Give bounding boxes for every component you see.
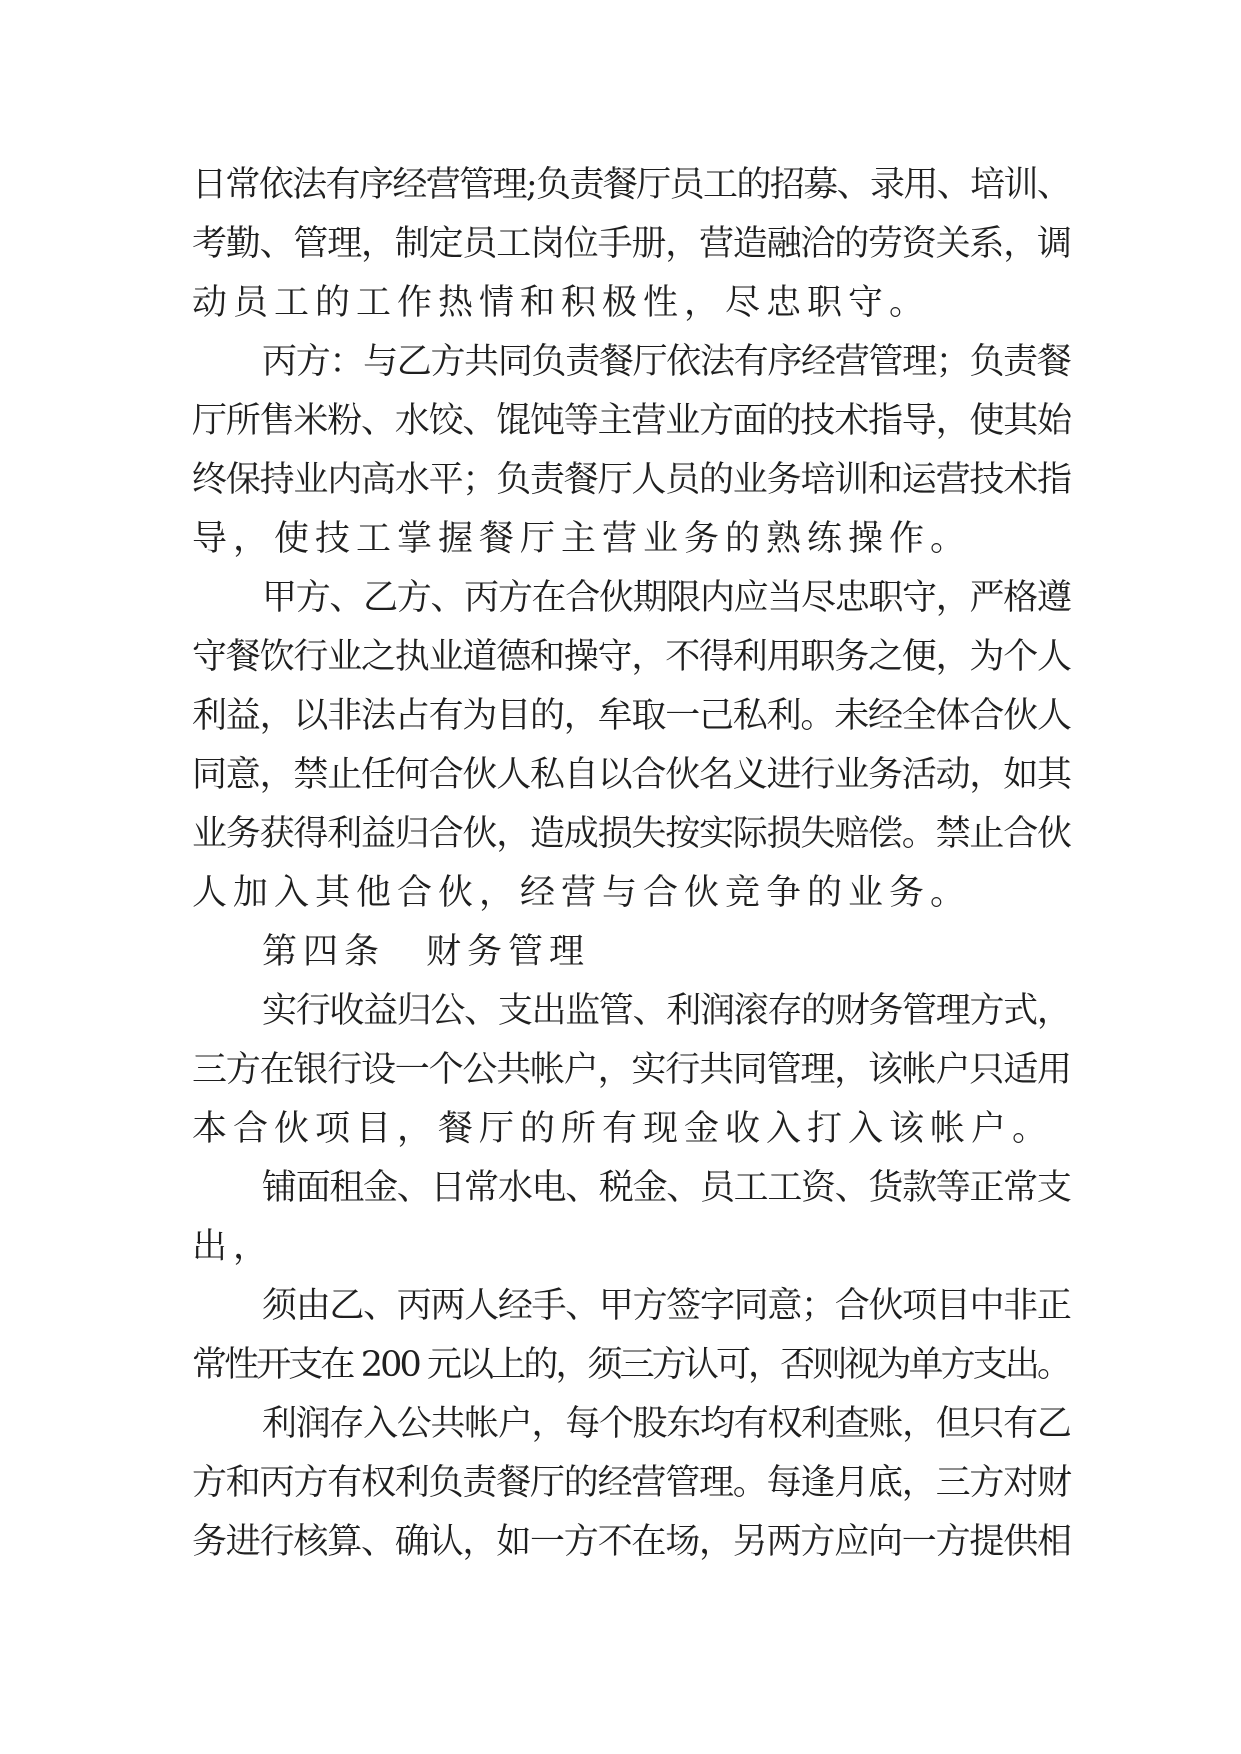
text-line: 人加入其他合伙，经营与合伙竞争的业务。 <box>192 873 972 913</box>
text-line: 动员工的工作热情和积极性，尽忠职守。 <box>192 283 931 323</box>
text-line: 厅所售米粉、水饺、馄饨等主营业方面的技术指导，使其始 <box>192 401 1071 441</box>
text-line: 三方在银行设一个公共帐户，实行共同管理，该帐户只适用 <box>192 1050 1071 1090</box>
text-line: 须由乙、丙两人经手、甲方签字同意；合伙项目中非正 <box>262 1286 1071 1326</box>
text-line: 丙方：与乙方共同负责餐厅依法有序经营管理；负责餐 <box>262 342 1071 382</box>
text-line: 出， <box>192 1227 275 1267</box>
text-line: 考勤、管理，制定员工岗位手册，营造融洽的劳资关系，调 <box>192 224 1071 264</box>
text-line: 铺面租金、日常水电、税金、员工工资、货款等正常支 <box>262 1168 1071 1208</box>
text-line: 利润存入公共帐户，每个股东均有权利查账，但只有乙 <box>262 1404 1071 1444</box>
text-line: 方和丙方有权利负责餐厅的经营管理。每逢月底，三方对财 <box>192 1463 1071 1503</box>
text-line: 常性开支在 200 元以上的，须三方认可，否则视为单方支出。 <box>192 1345 1070 1385</box>
text-line: 终保持业内高水平；负责餐厅人员的业务培训和运营技术指 <box>192 460 1071 500</box>
text-line: 务进行核算、确认，如一方不在场，另两方应向一方提供相 <box>192 1522 1071 1562</box>
text-line: 业务获得利益归合伙，造成损失按实际损失赔偿。禁止合伙 <box>192 814 1071 854</box>
text-line: 本合伙项目，餐厅的所有现金收入打入该帐户。 <box>192 1109 1054 1149</box>
text-line: 日常依法有序经营管理;负责餐厅员工的招募、录用、培训、 <box>192 165 1071 205</box>
text-line: 守餐饮行业之执业道德和操守，不得利用职务之便，为个人 <box>192 637 1071 677</box>
text-line: 同意，禁止任何合伙人私自以合伙名义进行业务活动，如其 <box>192 755 1071 795</box>
text-line: 导，使技工掌握餐厅主营业务的熟练操作。 <box>192 519 972 559</box>
text-line: 甲方、乙方、丙方在合伙期限内应当尽忠职守，严格遵 <box>262 578 1071 618</box>
text-line: 实行收益归公、支出监管、利润滚存的财务管理方式， <box>262 991 1071 1031</box>
text-line: 第四条 财务管理 <box>262 932 591 972</box>
text-line: 利益，以非法占有为目的，牟取一己私利。未经全体合伙人 <box>192 696 1071 736</box>
body-text <box>192 156 1072 1572</box>
